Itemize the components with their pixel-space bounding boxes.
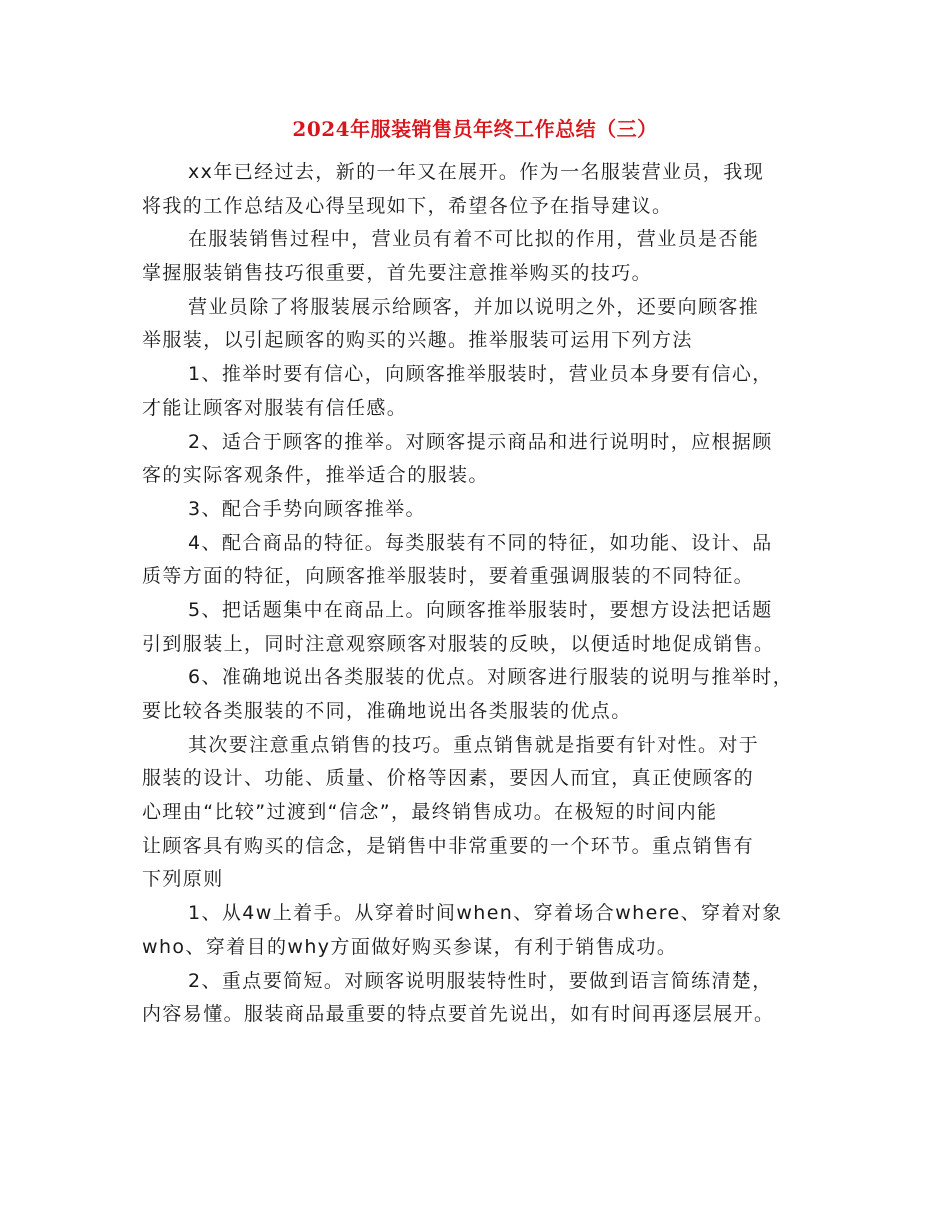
body-line: 掌握服装销售技巧很重要，首先要注意推举购买的技巧。 (142, 262, 653, 285)
body-line: 客的实际客观条件，推举适合的服装。 (142, 464, 489, 487)
body-line: 将我的工作总结及心得呈现如下，希望各位予在指导建议。 (142, 194, 673, 217)
body-line: who、穿着目的why方面做好购买参谋，有利于销售成功。 (142, 935, 678, 958)
body-line: 质等方面的特征，向顾客推举服装时，要着重强调服装的不同特征。 (142, 565, 755, 588)
body-line: 服装的设计、功能、质量、价格等因素，要因人而宜，真正使顾客的 (142, 767, 755, 790)
body-line: 内容易懂。服装商品最重要的特点要首先说出，如有时间再逐层展开。 (142, 1003, 775, 1026)
body-line: 营业员除了将服装展示给顾客，并加以说明之外，还要向顾客推 (188, 295, 760, 318)
document-title: 2024年服装销售员年终工作总结（三） (292, 117, 658, 141)
body-line: 下列原则 (142, 868, 224, 891)
body-line: 4、配合商品的特征。每类服装有不同的特征，如功能、设计、品 (188, 531, 773, 554)
body-line: 才能让顾客对服装有信任感。 (142, 396, 408, 419)
body-line: 要比较各类服装的不同，准确地说出各类服装的优点。 (142, 700, 632, 722)
body-line: 5、把话题集中在商品上。向顾客推举服装时，要想方设法把话题 (188, 598, 773, 621)
body-line: 1、推举时要有信心，向顾客推举服装时，营业员本身要有信心， (188, 363, 773, 386)
body-line: 2、重点要简短。对顾客说明服装特性时，要做到语言简练清楚， (188, 969, 773, 992)
body-line: 心理由“比较”过渡到“信念”，最终销售成功。在极短的时间内能 (142, 801, 718, 824)
body-line: 2、适合于顾客的推举。对顾客提示商品和进行说明时，应根据顾 (188, 430, 773, 453)
body-line: 3、配合手势向顾客推举。 (188, 497, 426, 520)
body-line: 让顾客具有购买的信念，是销售中非常重要的一个环节。重点销售有 (142, 834, 755, 857)
body-line: 引到服装上，同时注意观察顾客对服装的反映，以便适时地促成销售。 (142, 632, 775, 655)
document-body (142, 156, 822, 1032)
body-line: 1、从4w上着手。从穿着时间when、穿着场合where、穿着对象 (188, 902, 783, 925)
body-line: 6、准确地说出各类服装的优点。对顾客进行服装的说明与推举时， (188, 666, 794, 689)
body-line: 其次要注意重点销售的技巧。重点销售就是指要有针对性。对于 (188, 733, 760, 756)
body-line: 举服装，以引起顾客的购买的兴趣。推举服装可运用下列方法 (142, 329, 693, 352)
body-line: xx年已经过去，新的一年又在展开。作为一名服装营业员，我现 (188, 161, 765, 183)
body-line: 在服装销售过程中，营业员有着不可比拟的作用，营业员是否能 (188, 228, 760, 251)
